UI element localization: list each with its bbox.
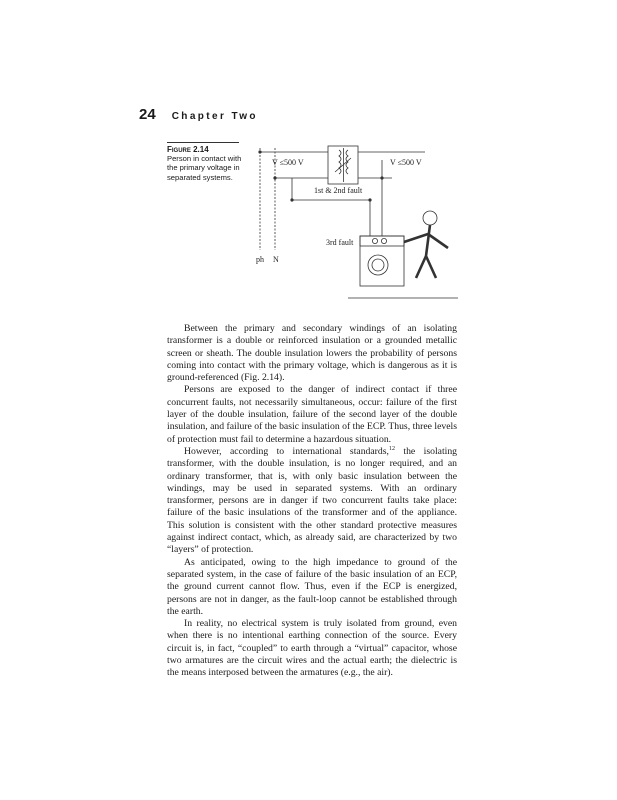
paragraph-3: However, according to international standards,$^{12}$ the isolating transformer, with the double insulation, is no longer required, and an ordinary transformer, that is, with only basic insulation between the windings, may be used in separated systems. With an ordinary transformer, persons are in danger if two concurrent faults take place: failure of the basic insulations of the transformer and of the appliance. This solution is consistent with the other standard protective measures against indirect contact, which, as already said, are characterized by two “layers” of protection. xyxy=(167,445,458,556)
washing-machine-knob-2 xyxy=(381,238,386,243)
conductor-label-ph: ph xyxy=(256,255,264,264)
figure-caption xyxy=(167,145,247,182)
conductor-label-n: N xyxy=(273,255,279,264)
washing-machine-drum xyxy=(372,259,384,271)
washing-machine-knob-1 xyxy=(372,238,377,243)
person-figure xyxy=(404,225,448,278)
paragraph-2: Persons are exposed to the danger of indirect contact if three concurrent faults, not necessarily simultaneous, occur: failure of the first layer of the double insulation, failure of the second layer of the double insulation, and failure of the basic insulation of the ECP. Thus, three levels of protection must fail to determine a hazardous situation. xyxy=(167,384,457,445)
figure-label: Figure 2.14 xyxy=(167,145,209,154)
paragraph-1: Between the primary and secondary windings of an isolating transformer is a double or reinforced insulation or a grounded metallic screen or sheath. The double insulation lowers the probability of persons coming into contact with the primary voltage, which is dangerous as it is ground-referenced (Fig. 2.14). xyxy=(167,323,457,384)
figure-caption-text: Person in contact with the primary voltage in separated systems. xyxy=(167,154,242,182)
circuit-diagram xyxy=(240,138,465,308)
person-head xyxy=(423,211,437,225)
primary-winding xyxy=(339,150,341,174)
reference-superscript: 12 xyxy=(388,445,395,452)
page-number: 24 xyxy=(139,106,156,123)
figure-rule xyxy=(167,142,239,143)
fault-label-1st-2nd: 1st & 2nd fault xyxy=(314,186,363,195)
paragraph-4: As anticipated, owing to the high impedance to ground of the separated system, in the case of failure of the basic insulation of an ECP, the ground current cannot flow. Thus, even if the ECP is energized, persons are not in danger, as the fault-loop cannot be established through the earth. xyxy=(167,556,457,617)
washing-machine-panel xyxy=(360,236,404,246)
voltage-label-right: V ≤500 V xyxy=(390,158,422,167)
fault-label-3rd: 3rd fault xyxy=(326,238,354,247)
body-text xyxy=(167,323,457,680)
fault-arrow xyxy=(335,158,351,172)
voltage-label-left: V ≤500 V xyxy=(272,158,304,167)
washing-machine-door xyxy=(368,255,388,275)
paragraph-5: In reality, no electrical system is truly isolated from ground, even when there is no intentional earthing connection of the source. Every circuit is, in fact, “coupled” to earth through a “virtual” capacitor, whose two armatures are the circuit wires and the actual earth; the dielectric is the means interposed between the armatures (e.g., the air). xyxy=(167,618,457,679)
page-header xyxy=(139,106,258,123)
chapter-title: Chapter Two xyxy=(171,111,258,122)
